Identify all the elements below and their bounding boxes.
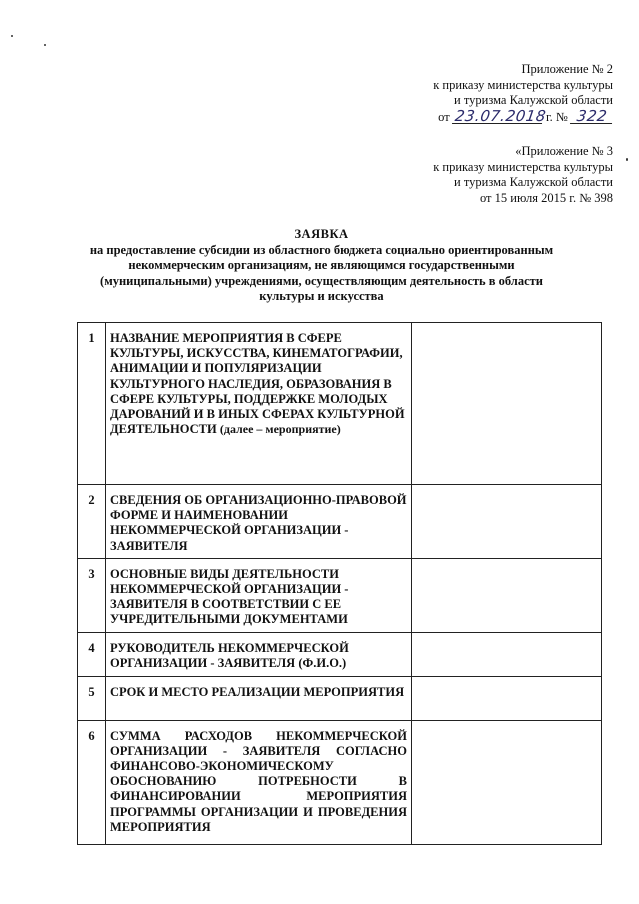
row-label-text: НАЗВАНИЕ МЕРОПРИЯТИЯ В СФЕРЕ КУЛЬТУРЫ, ИСКУССТВА, КИНЕМАТОГРАФИИ, АНИМАЦИИ И ПОПУЛЯРИЗАЦИИ КУЛЬТУРНОГО НАСЛЕДИЯ, ОБРАЗОВАНИЯ В СФЕРЕ КУЛЬТУРЫ, ПОДДЕРЖКЕ МОЛОДЫХ ДАРОВАНИЙ И В ИНЫХ СФЕРАХ КУЛЬТУРНОЙ ДЕЯТЕЛЬНОСТИ: [110, 331, 405, 437]
table-row: [78, 676, 602, 720]
original-attachment-line: «Приложение № 3: [515, 144, 613, 158]
row-label: [106, 323, 412, 485]
heading-line: (муниципальными) учреждениями, осуществляющим деятельность в области: [100, 273, 543, 288]
row-number: 6: [78, 720, 106, 844]
row-label-suffix: (далее – мероприятие): [219, 422, 341, 437]
attachment-line: к приказу министерства культуры: [433, 77, 613, 92]
original-attachment-block: [433, 144, 613, 206]
row-number: 5: [78, 676, 106, 720]
heading-line: некоммерческим организациям, не являющимся государственными: [128, 258, 515, 272]
handwritten-date: 23.07.2018: [453, 106, 548, 125]
table-row: [78, 720, 602, 844]
scan-speck: [11, 35, 13, 37]
attachment-number-label: г. №: [545, 109, 568, 124]
row-label: ОСНОВНЫЕ ВИДЫ ДЕЯТЕЛЬНОСТИ НЕКОММЕРЧЕСКОЙ ОРГАНИЗАЦИИ - ЗАЯВИТЕЛЯ В СООТВЕТСТВИИ С ЕЕ УЧРЕДИТЕЛЬНЫМИ ДОКУМЕНТАМИ: [106, 558, 412, 632]
table-row: [78, 558, 602, 632]
application-table: [77, 322, 602, 845]
row-number: 3: [78, 558, 106, 632]
table-row: [78, 485, 602, 559]
scan-speck: [44, 44, 46, 46]
original-attachment-line: от 15 июля 2015 г. № 398: [479, 190, 613, 205]
row-value-cell[interactable]: [412, 558, 602, 632]
row-value-cell[interactable]: [412, 720, 602, 844]
heading-line: культуры и искусства: [259, 289, 384, 303]
attachment-line: и туризма Калужской области: [454, 93, 613, 107]
document-title: ЗАЯВКА: [294, 227, 349, 241]
handwritten-number: 322: [570, 109, 614, 124]
original-attachment-line: и туризма Калужской области: [454, 175, 613, 189]
document-heading: [40, 227, 603, 305]
row-value-cell[interactable]: [412, 323, 602, 485]
attachment-block: [433, 62, 613, 125]
row-value-cell[interactable]: [412, 676, 602, 720]
attachment-from-label: от: [438, 109, 450, 124]
heading-line: на предоставление субсидии из областного бюджета социально ориентированным: [89, 242, 554, 257]
attachment-line: Приложение № 2: [521, 62, 613, 76]
scan-speck: [626, 158, 628, 161]
table-row: [78, 632, 602, 676]
row-number: 2: [78, 485, 106, 559]
row-value-cell[interactable]: [412, 485, 602, 559]
table-row: [78, 323, 602, 485]
row-label: РУКОВОДИТЕЛЬ НЕКОММЕРЧЕСКОЙ ОРГАНИЗАЦИИ - ЗАЯВИТЕЛЯ (Ф.И.О.): [106, 632, 412, 676]
row-label: СВЕДЕНИЯ ОБ ОРГАНИЗАЦИОННО-ПРАВОВОЙ ФОРМЕ И НАИМЕНОВАНИИ НЕКОММЕРЧЕСКОЙ ОРГАНИЗАЦИИ - ЗАЯВИТЕЛЯ: [106, 485, 412, 559]
row-label: СУММА РАСХОДОВ НЕКОММЕРЧЕСКОЙ ОРГАНИЗАЦИИ - ЗАЯВИТЕЛЯ СОГЛАСНО ФИНАНСОВО-ЭКОНОМИЧЕСКОМУ ОБОСНОВАНИЮ ПОТРЕБНОСТИ В ФИНАНСИРОВАНИИ МЕРОПРИЯТИЯ ПРОГРАММЫ ОРГАНИЗАЦИИ И ПРОВЕДЕНИЯ МЕРОПРИЯТИЯ: [106, 720, 412, 844]
row-number: 1: [78, 323, 106, 485]
row-number: 4: [78, 632, 106, 676]
row-value-cell[interactable]: [412, 632, 602, 676]
attachment-date-line: [433, 106, 613, 126]
row-label: СРОК И МЕСТО РЕАЛИЗАЦИИ МЕРОПРИЯТИЯ: [106, 676, 412, 720]
original-attachment-line: к приказу министерства культуры: [433, 159, 613, 174]
